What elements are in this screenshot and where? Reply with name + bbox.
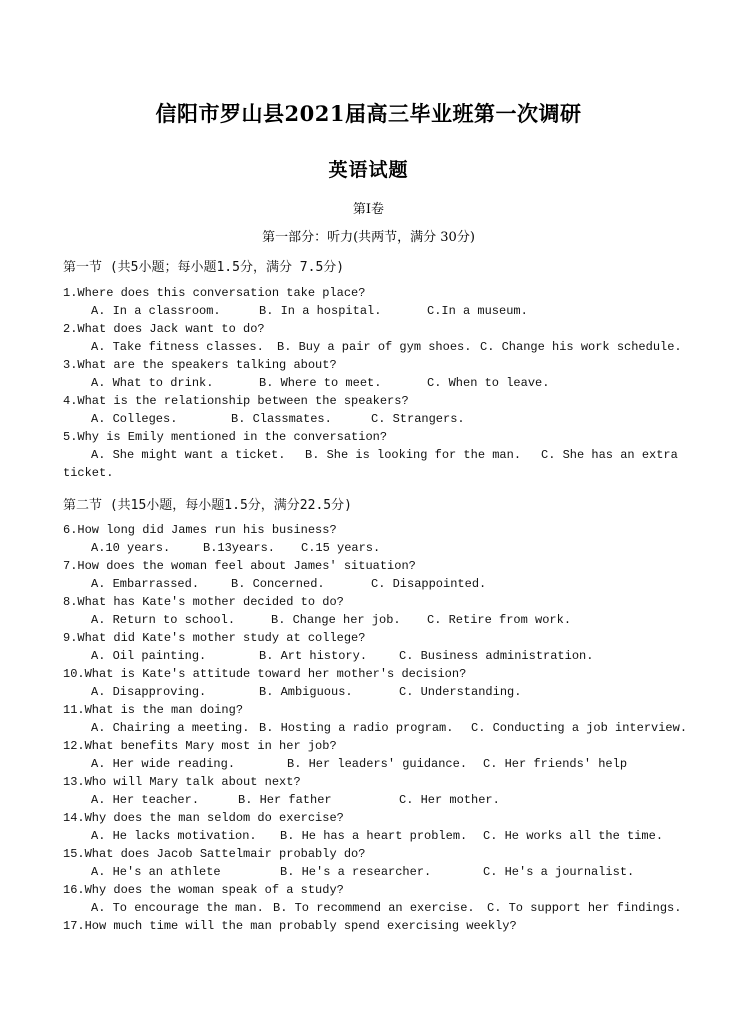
option-a: A. He's an athlete [91, 865, 221, 879]
option-a: A. Embarrassed. [91, 577, 200, 591]
option-c: C. He's a journalist. [483, 865, 635, 879]
question-2: 2.What does Jack want to do? [63, 322, 265, 336]
question-10: 10.What is Kate's attitude toward her mother's decision? [63, 667, 467, 681]
option-c: C. Her mother. [399, 793, 500, 807]
question-12: 12.What benefits Mary most in her job? [63, 739, 337, 753]
option-a: A. She might want a ticket. [91, 448, 286, 462]
question-5: 5.Why is Emily mentioned in the conversation? [63, 430, 388, 444]
option-a: A. Oil painting. [91, 649, 207, 663]
question-15: 15.What does Jacob Sattelmair probably do? [63, 847, 366, 861]
option-a: A. Chairing a meeting. [91, 721, 250, 735]
option-c: C. She has an extra [541, 448, 678, 462]
option-b: B. He has a heart problem. [280, 829, 468, 843]
question-8: 8.What has Kate's mother decided to do? [63, 595, 344, 609]
question-7: 7.How does the woman feel about James' situation? [63, 559, 416, 573]
option-c: C. Strangers. [371, 412, 465, 426]
question-14: 14.Why does the man seldom do exercise? [63, 811, 344, 825]
option-b: B. In a hospital. [259, 304, 382, 318]
option-c: C. Her friends' help [483, 757, 628, 771]
option-c: C. To support her findings. [487, 901, 682, 915]
option-c: C. Change his work schedule. [480, 340, 682, 354]
option-a: A. Colleges. [91, 412, 178, 426]
option-a: A. What to drink. [91, 376, 214, 390]
question-4: 4.What is the relationship between the speakers? [63, 394, 409, 408]
question-6: 6.How long did James run his business? [63, 523, 337, 537]
option-c: C. Understanding. [399, 685, 522, 699]
option-a: A. Her teacher. [91, 793, 200, 807]
section2-heading: 第二节 (共15小题，每小题1.5分，满分22.5分) [63, 498, 352, 513]
question-11: 11.What is the man doing? [63, 703, 244, 717]
option-a: A. To encourage the man. [91, 901, 264, 915]
option-b: B. Concerned. [231, 577, 325, 591]
question-3: 3.What are the speakers talking about? [63, 358, 337, 372]
option-c: C.In a museum. [427, 304, 528, 318]
part-heading: 第一部分：听力(共两节，满分 30分) [262, 230, 475, 245]
option-a: A. Return to school. [91, 613, 236, 627]
option-b: B.13years. [203, 541, 276, 555]
question-9: 9.What did Kate's mother study at college? [63, 631, 366, 645]
option-b: B. Hosting a radio program. [259, 721, 454, 735]
option-c: C. Conducting a job interview. [471, 721, 688, 735]
question-17: 17.How much time will the man probably spend exercising weekly? [63, 919, 517, 933]
option-a: A. Disapproving. [91, 685, 207, 699]
option-c: C. Business administration. [399, 649, 594, 663]
option-b: B. Her father [238, 793, 332, 807]
subject-title: 英语试题 [328, 159, 409, 181]
option-a: A. Take fitness classes. [91, 340, 264, 354]
option-b: B. He's a researcher. [280, 865, 432, 879]
volume-label: 第I卷 [352, 202, 385, 217]
option-c: C. He works all the time. [483, 829, 664, 843]
option-a: A.10 years. [91, 541, 171, 555]
option-c: C.15 years. [301, 541, 381, 555]
option-b: B. Classmates. [231, 412, 332, 426]
option-b: B. To recommend an exercise. [273, 901, 475, 915]
exam-title: 信阳市罗山县2021届高三毕业班第一次调研 [155, 101, 582, 126]
option-c-continued: ticket. [63, 466, 114, 480]
option-a: A. He lacks motivation. [91, 829, 257, 843]
option-b: B. Where to meet. [259, 376, 382, 390]
option-b: B. Ambiguous. [259, 685, 353, 699]
option-b: B. Change her job. [271, 613, 401, 627]
option-c: C. Retire from work. [427, 613, 572, 627]
option-a: A. Her wide reading. [91, 757, 236, 771]
option-a: A. In a classroom. [91, 304, 221, 318]
option-b: B. She is looking for the man. [305, 448, 522, 462]
question-13: 13.Who will Mary talk about next? [63, 775, 301, 789]
option-b: B. Her leaders' guidance. [287, 757, 468, 771]
option-c: C. When to leave. [427, 376, 550, 390]
section1-heading: 第一节 (共5小题；每小题1.5分，满分 7.5分) [63, 260, 345, 275]
option-b: B. Buy a pair of gym shoes. [277, 340, 472, 354]
option-c: C. Disappointed. [371, 577, 487, 591]
option-b: B. Art history. [259, 649, 368, 663]
question-1: 1.Where does this conversation take place? [63, 286, 366, 300]
question-16: 16.Why does the woman speak of a study? [63, 883, 344, 897]
